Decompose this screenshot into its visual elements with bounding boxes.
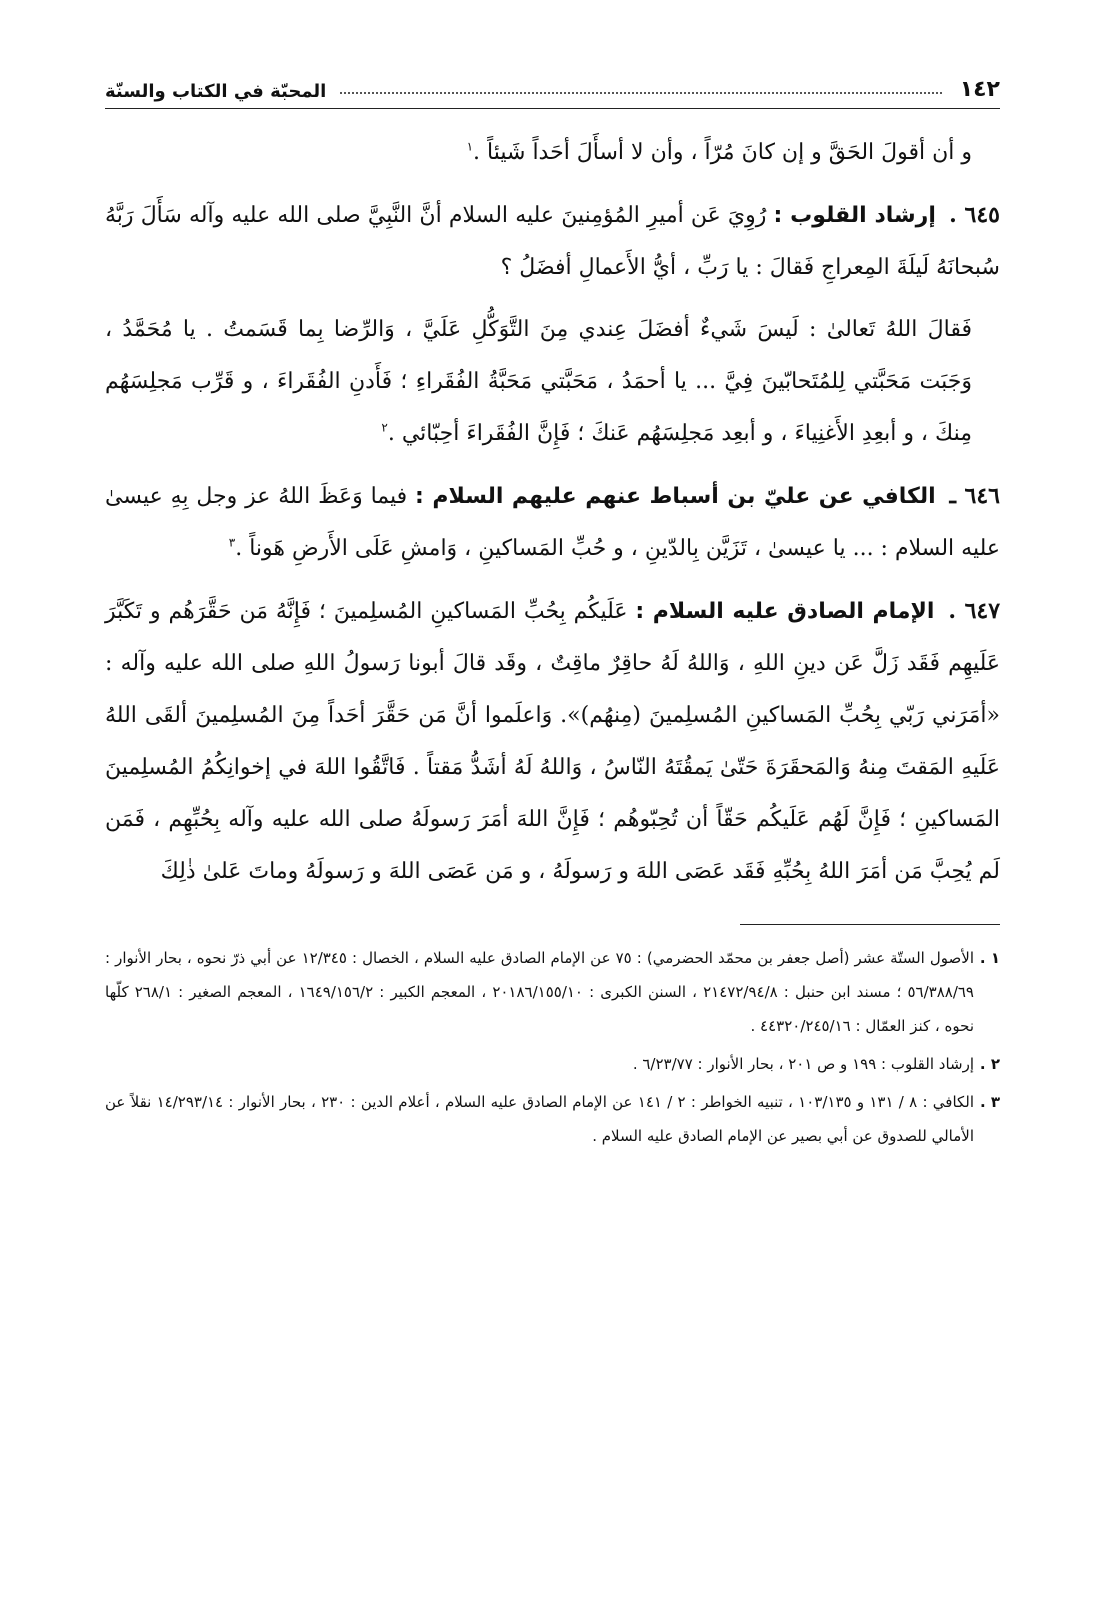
footnote-rule (740, 924, 1000, 925)
footnote-3 (105, 1085, 1000, 1153)
hadith-647 (105, 585, 1000, 898)
footnote-text: إرشاد القلوب : ١٩٩ و ص ٢٠١ ، بحار الأنوار : ٦/٢٣/٧٧ . (632, 1055, 974, 1073)
hadith-source: الإمام الصادق عليه السلام : (635, 599, 935, 624)
hadith-number: ٦٤٦ ـ (949, 483, 1000, 509)
footnotes (105, 941, 1000, 1153)
hadith-646 (105, 470, 1000, 575)
footnote-ref: ٢ (381, 420, 388, 435)
paragraph-2 (105, 304, 1000, 460)
hadith-source: إرشاد القلوب : (773, 203, 936, 228)
hadith-source: الكافي عن عليّ بن أسباط عنهم عليهم السلام : (415, 484, 936, 509)
hadith-645 (105, 189, 1000, 294)
footnote-number: ١ . (979, 949, 1000, 967)
paragraph-0 (105, 127, 1000, 179)
footnote-2 (105, 1047, 1000, 1081)
page-number: ١٤٢ (959, 77, 1000, 102)
book-page (105, 58, 1000, 1588)
footnote-text: الأصول الستّة عشر (أصل جعفر بن محمّد الحضرمي) : ٧٥ عن الإمام الصادق عليه السلام ، الخصال : ١٢/٣٤٥ عن أبي ذرّ نحوه ، بحار الأنوار : ٥٦/٣٨٨/٦٩ ؛ مسند ابن حنبل : ٢١٤٧٢/٩٤/٨ ، السنن الكبرى : ٢٠١٨٦/١٥٥/١٠ ، المعجم الكبير : ١٦٤٩/١٥٦/٢ ، المعجم الصغير : ٢٦٨/١ كلّها نحوه ، كنز العمّال : ٤٤٣٢٠/٢٤٥/١٦ . (105, 949, 974, 1035)
footnote-ref: ٣ (228, 535, 236, 550)
running-title: المحبّة في الكتاب والسنّة (105, 81, 327, 102)
footnote-number: ٢ . (979, 1055, 1000, 1073)
paragraph-text: فَقالَ اللهُ تَعالىٰ : لَيسَ شَيءٌ أفضَلَ عِندي مِنَ التَّوَكُّلِ عَلَيَّ ، وَالرِّضا بِما قَسَمتُ . يا مُحَمَّدُ ، وَجَبَت مَحَبَّتي لِلمُتَحابّينَ فِيَّ ... يا أحمَدُ ، مَحَبَّتي مَحَبَّةُ الفُقَراءِ ؛ فَأَدنِ الفُقَراءَ ، و قَرِّب مَجلِسَهُم مِنكَ ، و أبعِدِ الأَغنِياءَ ، و أبعِد مَجلِسَهُم عَنكَ ؛ فَإِنَّ الفُقَراءَ أحِبّائي . (105, 317, 972, 446)
main-text (105, 127, 1000, 898)
footnote-ref: ١ (466, 139, 474, 154)
footnote-number: ٣ . (979, 1093, 1001, 1111)
footnote-1 (105, 941, 1000, 1043)
running-header (105, 58, 1000, 102)
hadith-number: ٦٤٥ . (949, 202, 1000, 228)
header-rule (105, 108, 1000, 109)
paragraph-text: و أن أقولَ الحَقَّ و إن كانَ مُرّاً ، وأن لا أسأَلَ أحَداً شَيئاً . (473, 140, 972, 165)
hadith-number: ٦٤٧ . (948, 598, 1001, 624)
dotted-leader (340, 92, 941, 94)
hadith-text: رُوِيَ عَن أميرِ المُؤمِنينَ عليه السلام أنَّ النَّبِيَّ صلى الله عليه وآله سَأَلَ رَبَّهُ سُبحانَهُ لَيلَةَ المِعراجِ فَقالَ : يا رَبِّ ، أيُّ الأَعمالِ أفضَلُ ؟ (105, 203, 1000, 280)
hadith-text: فيما وَعَظَ اللهُ عز وجل بِهِ عيسىٰ عليه السلام : ... يا عيسىٰ ، تَزَيَّن بِالدّينِ ، و حُبِّ المَساكينِ ، وَامشِ عَلَى الأَرضِ هَوناً . (105, 484, 1000, 561)
footnote-text: الكافي : ٨ / ١٣١ و ١٠٣/١٣٥ ، تنبيه الخواطر : ٢ / ١٤١ عن الإمام الصادق عليه السلام ، أعلام الدين : ٢٣٠ ، بحار الأنوار : ١٤/٢٩٣/١٤ نقلاً عن الأمالي للصدوق عن أبي بصير عن الإمام الصادق عليه السلام . (105, 1093, 975, 1145)
hadith-text: عَلَيكُم بِحُبِّ المَساكينِ المُسلِمينَ ؛ فَإِنَّهُ مَن حَقَّرَهُم و تَكَبَّرَ عَلَيهِم فَقَد زَلَّ عَن دينِ اللهِ ، وَاللهُ لَهُ حاقِرٌ ماقِتٌ ، وقَد قالَ أبونا رَسولُ اللهِ صلى الله عليه وآله : «أمَرَني رَبّي بِحُبِّ المَساكينِ المُسلِمينَ (مِنهُم)». وَاعلَموا أنَّ مَن حَقَّرَ أحَداً مِنَ المُسلِمينَ ألقَى اللهُ عَلَيهِ المَقتَ مِنهُ وَالمَحقَرَةَ حَتّىٰ يَمقُتَهُ النّاسُ ، وَاللهُ لَهُ أشَدُّ مَقتاً . فَاتَّقُوا اللهَ في إخوانِكُمُ المُسلِمينَ المَساكينِ ؛ فَإِنَّ لَهُم عَلَيكُم حَقّاً أن تُحِبّوهُم ؛ فَإِنَّ اللهَ أمَرَ رَسولَهُ صلى الله عليه وآله بِحُبِّهِم ، فَمَن لَم يُحِبَّ مَن أمَرَ اللهُ بِحُبِّهِ فَقَد عَصَى اللهَ و رَسولَهُ ، و مَن عَصَى اللهَ و رَسولَهُ وماتَ عَلىٰ ذٰلِكَ (105, 599, 1000, 884)
